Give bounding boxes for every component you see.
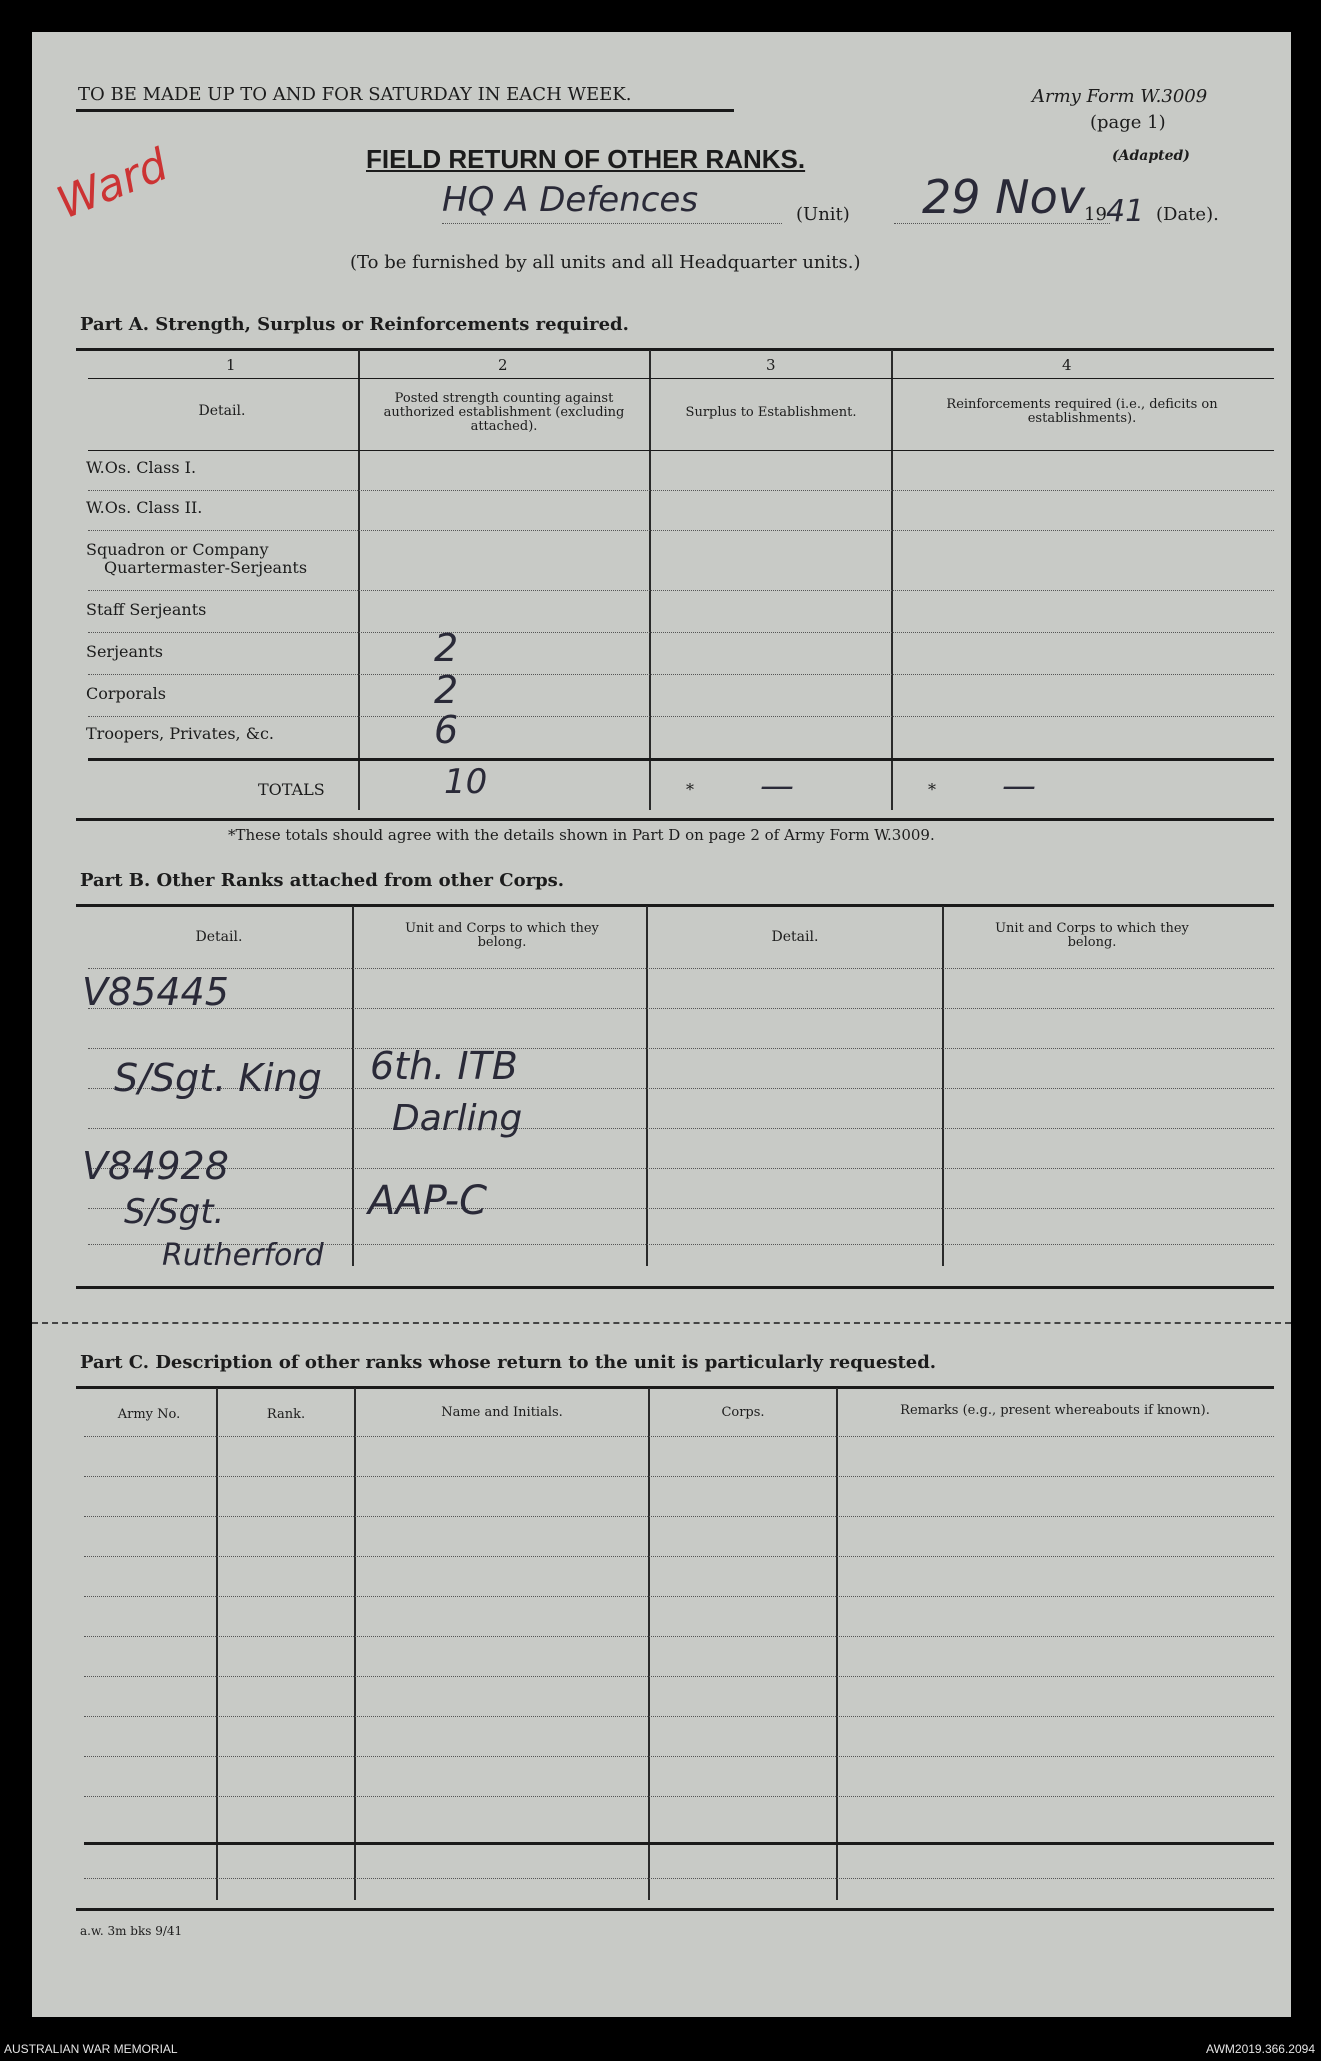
part-a-header-rule <box>88 450 1274 451</box>
totals-label: TOTALS <box>258 780 325 799</box>
handwritten-unit: HQ A Defences <box>442 180 699 220</box>
row-line <box>88 490 1274 491</box>
row-serjeants: Serjeants <box>86 642 163 661</box>
col-number-rule <box>88 378 1274 379</box>
part-c-header-corps: Corps. <box>721 1405 765 1420</box>
part-c-line <box>84 1676 1274 1677</box>
part-c-top-rule <box>76 1386 1274 1389</box>
entry-2-unit: AAP-C <box>368 1178 488 1224</box>
entry-1-unit-line-2: Darling <box>392 1098 523 1139</box>
totals-reinf-star: * <box>928 780 936 799</box>
row-sqms-line-1: Squadron or Company <box>86 540 269 559</box>
part-b-line <box>88 1208 1274 1209</box>
row-sqms-line-2: Quartermaster-Serjeants <box>104 558 308 577</box>
form-subtitle: (To be furnished by all units and all Headquarter units.) <box>350 252 861 273</box>
row-wo-class-1: W.Os. Class I. <box>86 458 197 477</box>
troopers-count: 6 <box>434 708 459 752</box>
part-b-title: Part B. Other Ranks attached from other Corps. <box>80 870 565 891</box>
part-a-top-rule <box>76 348 1274 351</box>
unit-line <box>442 223 782 224</box>
part-c-line <box>84 1636 1274 1637</box>
part-b-line <box>88 1048 1274 1049</box>
totals-top-rule <box>88 758 1274 761</box>
part-b-header-unit-2: Unit and Corps to which they belong. <box>995 921 1189 950</box>
col-header-reinforcements: Reinforcements required (i.e., deficits on establishments). <box>946 397 1218 426</box>
perforation-line <box>32 1322 1291 1324</box>
row-staff-serjeants: Staff Serjeants <box>86 600 207 619</box>
part-c-line <box>84 1878 1274 1879</box>
part-c-line <box>84 1476 1274 1477</box>
part-c-col-line-4 <box>836 1388 838 1900</box>
part-b-line <box>88 1168 1274 1169</box>
form-number: Army Form W.3009 <box>1032 86 1208 107</box>
row-troopers-privates: Troopers, Privates, &c. <box>86 724 275 743</box>
entry-1-number: V85445 <box>82 970 229 1014</box>
part-c-line <box>84 1596 1274 1597</box>
col-number-3: 3 <box>766 356 776 374</box>
col-number-4: 4 <box>1062 356 1072 374</box>
part-c-col-line-3 <box>648 1388 650 1900</box>
part-b-col-line-3 <box>942 906 944 1266</box>
instruction-underline <box>76 109 734 112</box>
row-line <box>88 632 1274 633</box>
totals-posted-value: 10 <box>444 762 488 802</box>
part-b-col-line-1 <box>352 906 354 1266</box>
part-b-top-rule <box>76 904 1274 907</box>
part-a-title: Part A. Strength, Surplus or Reinforcements required. <box>80 314 629 335</box>
totals-surplus-star: * <box>686 780 694 799</box>
part-c-line <box>84 1556 1274 1557</box>
part-c-col-line-2 <box>354 1388 356 1900</box>
print-code: a.w. 3m bks 9/41 <box>80 1924 183 1938</box>
part-c-line <box>84 1716 1274 1717</box>
date-line <box>894 223 1110 224</box>
part-c-line <box>84 1796 1274 1797</box>
col-header-detail: Detail. <box>198 403 246 419</box>
form-page <box>32 32 1291 2017</box>
part-b-line <box>88 1008 1274 1009</box>
footer-accession-number: AWM2019.366.2094 <box>1206 2042 1315 2056</box>
col-header-posted: Posted strength counting against authorized establishment (excluding attached). <box>383 391 625 434</box>
part-c-header-name: Name and Initials. <box>441 1405 563 1420</box>
col-header-surplus: Surplus to Establishment. <box>685 405 857 420</box>
date-label: (Date). <box>1156 204 1219 225</box>
entry-2-name-line-2: Rutherford <box>162 1238 324 1273</box>
row-wo-class-2: W.Os. Class II. <box>86 498 203 517</box>
part-b-bottom-rule <box>76 1286 1274 1289</box>
entry-1-unit-line-1: 6th. ITB <box>370 1044 518 1088</box>
row-corporals: Corporals <box>86 684 166 703</box>
part-a-col-line-2 <box>649 350 651 810</box>
serjeants-count: 2 <box>434 626 459 670</box>
part-b-header-unit-1: Unit and Corps to which they belong. <box>405 921 599 950</box>
form-title: FIELD RETURN OF OTHER RANKS. <box>366 144 806 174</box>
part-a-col-line-1 <box>358 350 360 810</box>
part-c-header-rank: Rank. <box>266 1407 306 1422</box>
red-handwritten-note: Ward <box>50 139 175 230</box>
col-number-2: 2 <box>498 356 508 374</box>
instruction-text: TO BE MADE UP TO AND FOR SATURDAY IN EACH WEEK. <box>78 84 632 105</box>
part-b-header-detail-2: Detail. <box>771 929 819 945</box>
handwritten-date: 29 Nov <box>922 170 1085 224</box>
part-c-line <box>84 1436 1274 1437</box>
handwritten-year: 41 <box>1106 194 1145 229</box>
part-c-title: Part C. Description of other ranks whose return to the unit is particularly requested. <box>80 1352 937 1373</box>
part-c-header-army-no: Army No. <box>117 1407 181 1422</box>
part-c-bottom-rule <box>76 1908 1274 1911</box>
part-c-line <box>84 1756 1274 1757</box>
totals-surplus-value: — <box>760 766 794 806</box>
row-line <box>88 530 1274 531</box>
col-number-1: 1 <box>226 356 236 374</box>
row-line <box>88 590 1274 591</box>
part-a-footnote: *These totals should agree with the details shown in Part D on page 2 of Army Form W.3009. <box>228 826 935 844</box>
corporals-count: 2 <box>434 668 459 712</box>
footer-institution: AUSTRALIAN WAR MEMORIAL <box>4 2042 178 2056</box>
part-c-inner-rule <box>84 1842 1274 1845</box>
form-page-number: (page 1) <box>1090 112 1166 133</box>
part-b-col-line-2 <box>646 906 648 1266</box>
part-c-line <box>84 1516 1274 1517</box>
row-line <box>88 674 1274 675</box>
part-c-header-remarks: Remarks (e.g., present whereabouts if known). <box>900 1403 1210 1418</box>
part-a-bottom-rule <box>76 818 1274 821</box>
entry-1-name: S/Sgt. King <box>114 1056 322 1100</box>
row-line <box>88 716 1274 717</box>
entry-2-number: V84928 <box>82 1144 229 1188</box>
adapted-label: (Adapted) <box>1112 148 1190 164</box>
part-b-line <box>88 1128 1274 1129</box>
part-c-col-line-1 <box>216 1388 218 1900</box>
unit-label: (Unit) <box>796 204 850 225</box>
part-b-line <box>88 968 1274 969</box>
part-b-header-detail-1: Detail. <box>195 929 243 945</box>
year-prefix: 19 <box>1084 204 1107 225</box>
part-a-col-line-3 <box>891 350 893 810</box>
totals-reinf-value: — <box>1002 766 1036 806</box>
entry-2-name-line-1: S/Sgt. <box>124 1192 225 1232</box>
